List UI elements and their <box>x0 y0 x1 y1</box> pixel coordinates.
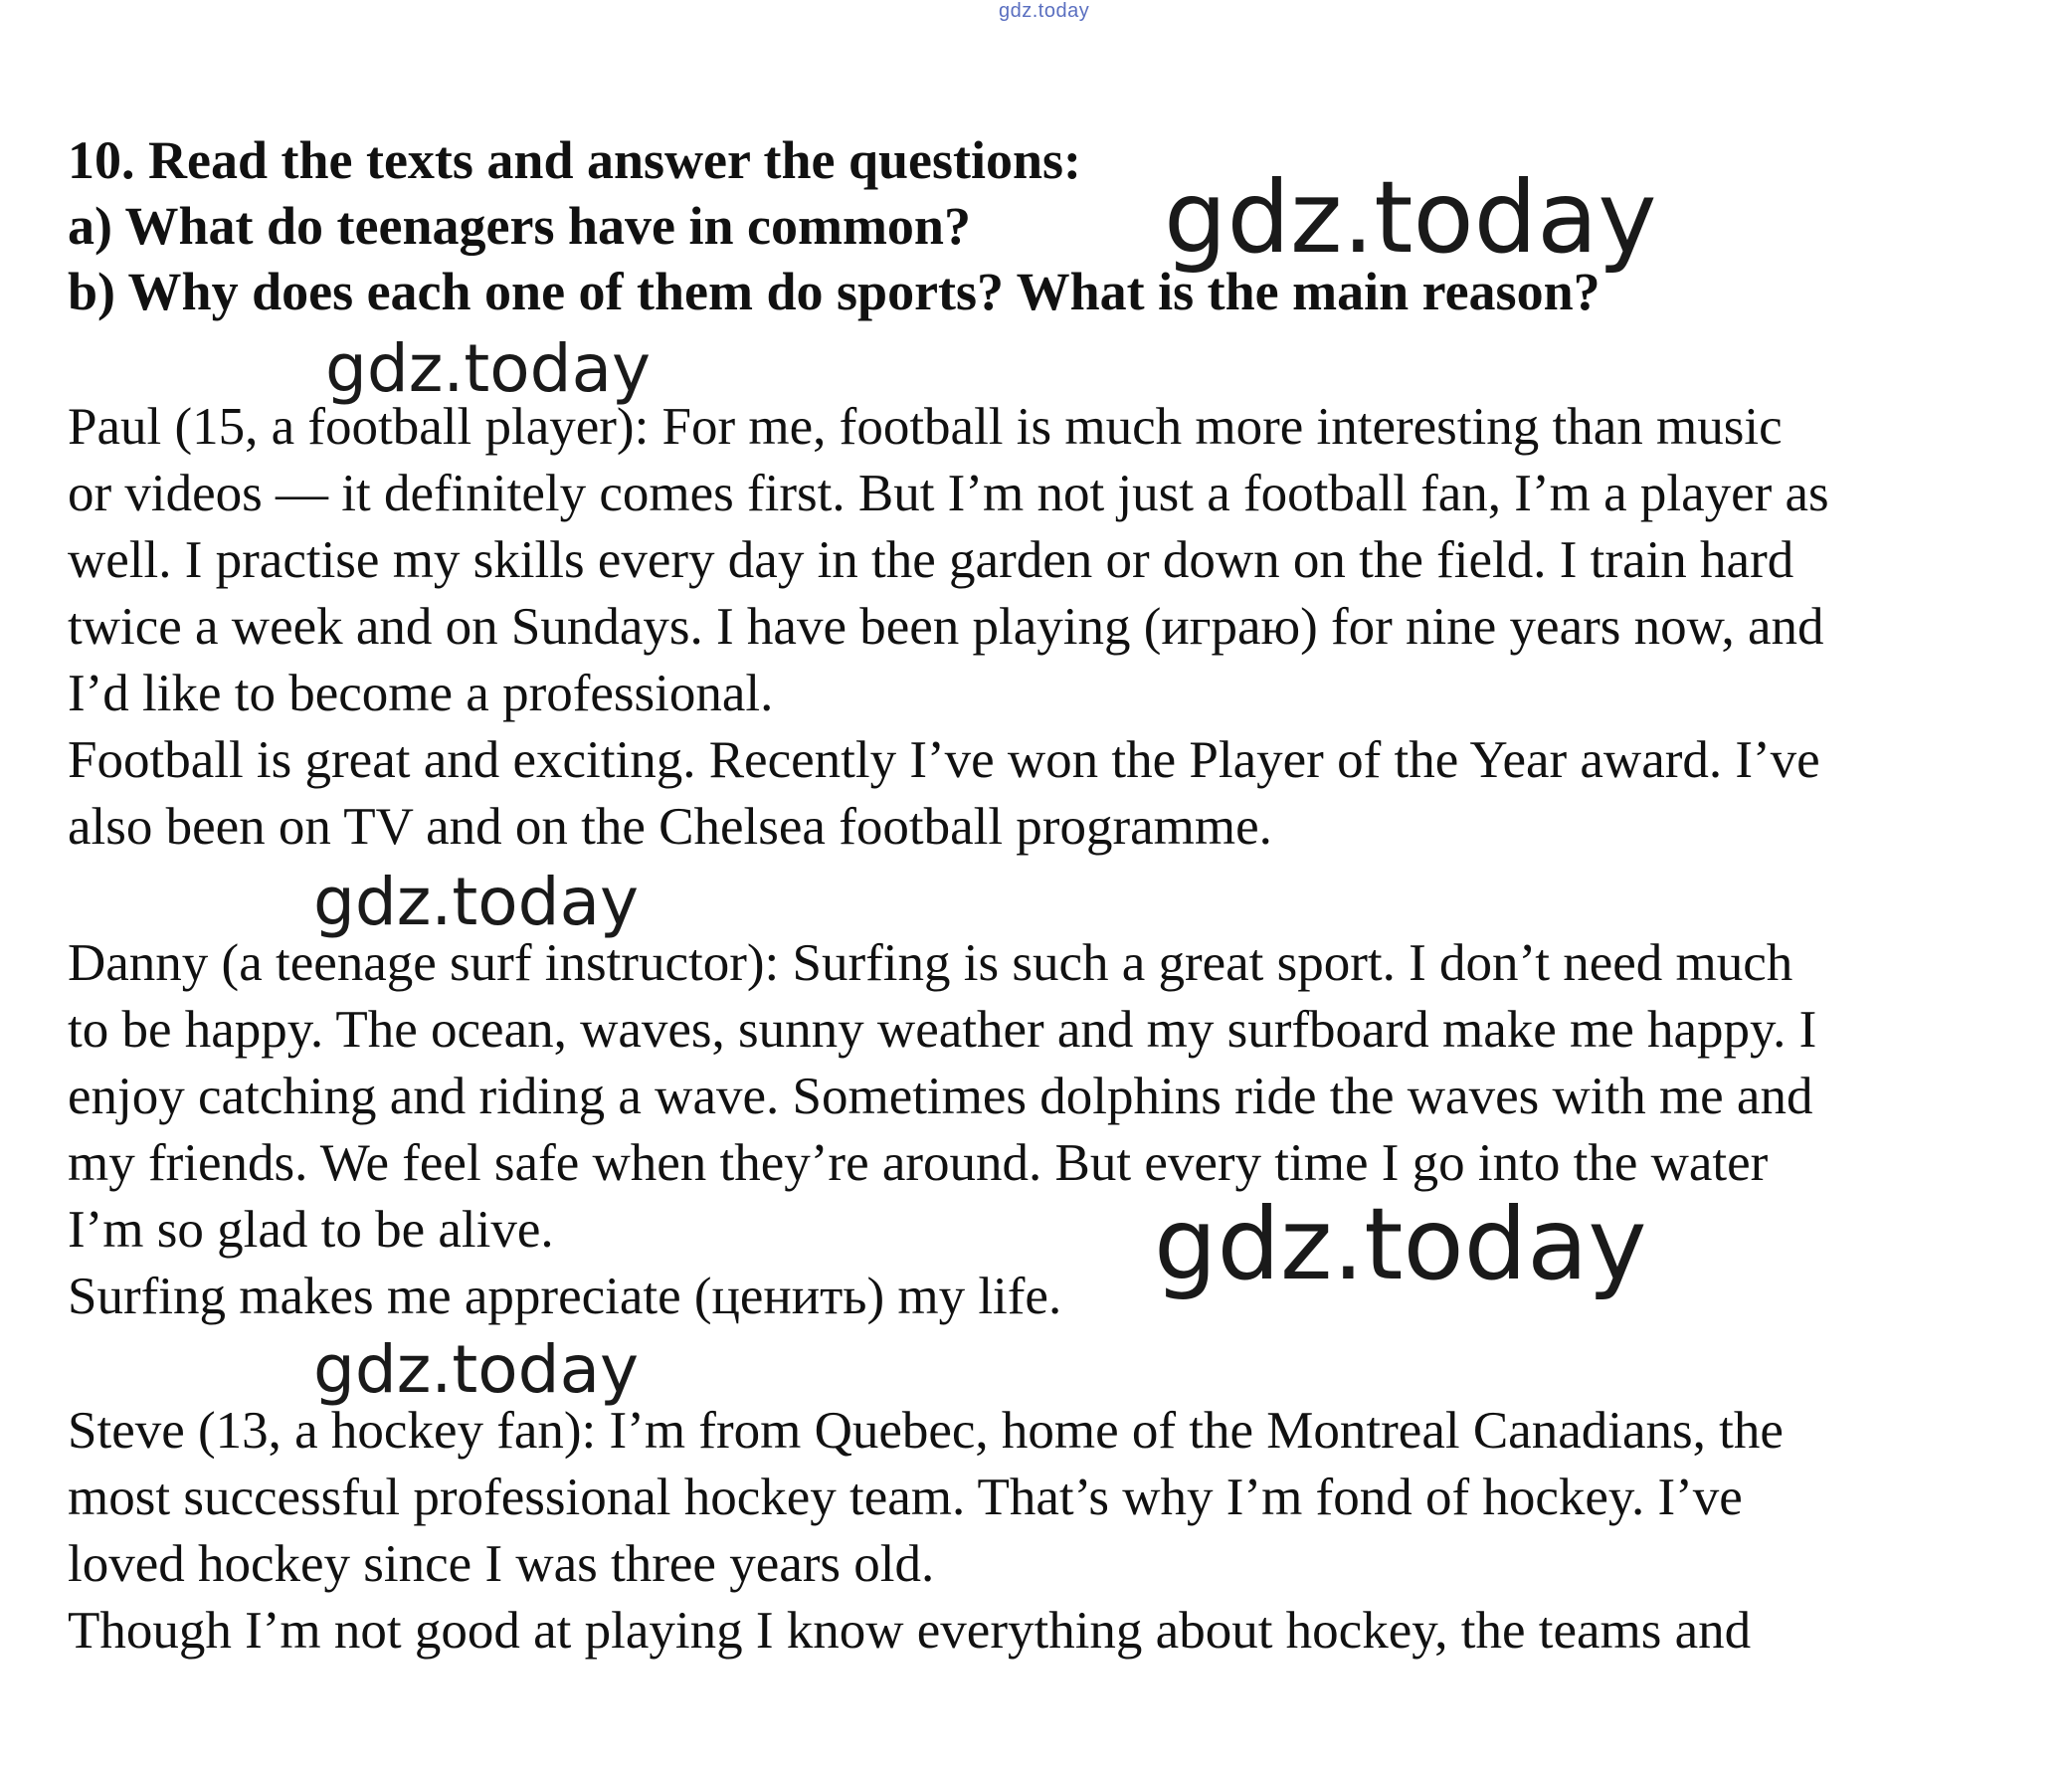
paul-line: twice a week and on Sundays. I have been playing (играю) for nine years now, and <box>68 598 1824 656</box>
steve-line: Though I’m not good at playing I know everything about hockey, the teams and <box>68 1602 1752 1660</box>
paul-line: well. I practise my skills every day in the garden or down on the field. I train hard <box>68 531 1794 589</box>
watermark-small: gdz.today <box>325 330 652 407</box>
danny-line: my friends. We feel safe when they’re around. But every time I go into the water <box>68 1134 1769 1192</box>
steve-text <box>68 1398 2032 1665</box>
paul-text <box>68 394 2032 861</box>
paul-line: I’d like to become a professional. <box>68 665 774 722</box>
danny-line: I’m so glad to be alive. <box>68 1201 554 1259</box>
watermark-small: gdz.today <box>313 1331 640 1408</box>
paul-line: Football is great and exciting. Recently I’ve won the Player of the Year award. I’ve <box>68 731 1820 789</box>
question-a: a) What do teenagers have in common? <box>68 196 971 256</box>
exercise-title: 10. Read the texts and answer the questions: <box>68 130 1082 190</box>
steve-line: most successful professional hockey team. That’s why I’m fond of hockey. I’ve <box>68 1469 1743 1526</box>
watermark-large: gdz.today <box>1154 1186 1647 1302</box>
steve-line: loved hockey since I was three years old. <box>68 1535 935 1593</box>
watermark-small: gdz.today <box>313 864 640 940</box>
danny-line: Surfing makes me appreciate (ценить) my life. <box>68 1268 1062 1325</box>
danny-line: enjoy catching and riding a wave. Sometimes dolphins ride the waves with me and <box>68 1068 1813 1125</box>
danny-line: Danny (a teenage surf instructor): Surfing is such a great sport. I don’t need much <box>68 934 1793 992</box>
steve-line: Steve (13, a hockey fan): I’m from Quebec, home of the Montreal Canadians, the <box>68 1402 1784 1460</box>
watermark-large: gdz.today <box>1164 159 1657 276</box>
danny-text <box>68 930 2032 1330</box>
danny-line: to be happy. The ocean, waves, sunny weather and my surfboard make me happy. I <box>68 1001 1817 1059</box>
top-watermark: gdz.today <box>999 0 1090 22</box>
exercise-heading <box>68 127 2017 324</box>
paul-line: Paul (15, a football player): For me, football is much more interesting than music <box>68 398 1783 456</box>
paul-line: also been on TV and on the Chelsea football programme. <box>68 798 1272 856</box>
paul-line: or videos — it definitely comes first. But I’m not just a football fan, I’m a player as <box>68 465 1829 522</box>
question-b: b) Why does each one of them do sports? What is the main reason? <box>68 262 1601 321</box>
